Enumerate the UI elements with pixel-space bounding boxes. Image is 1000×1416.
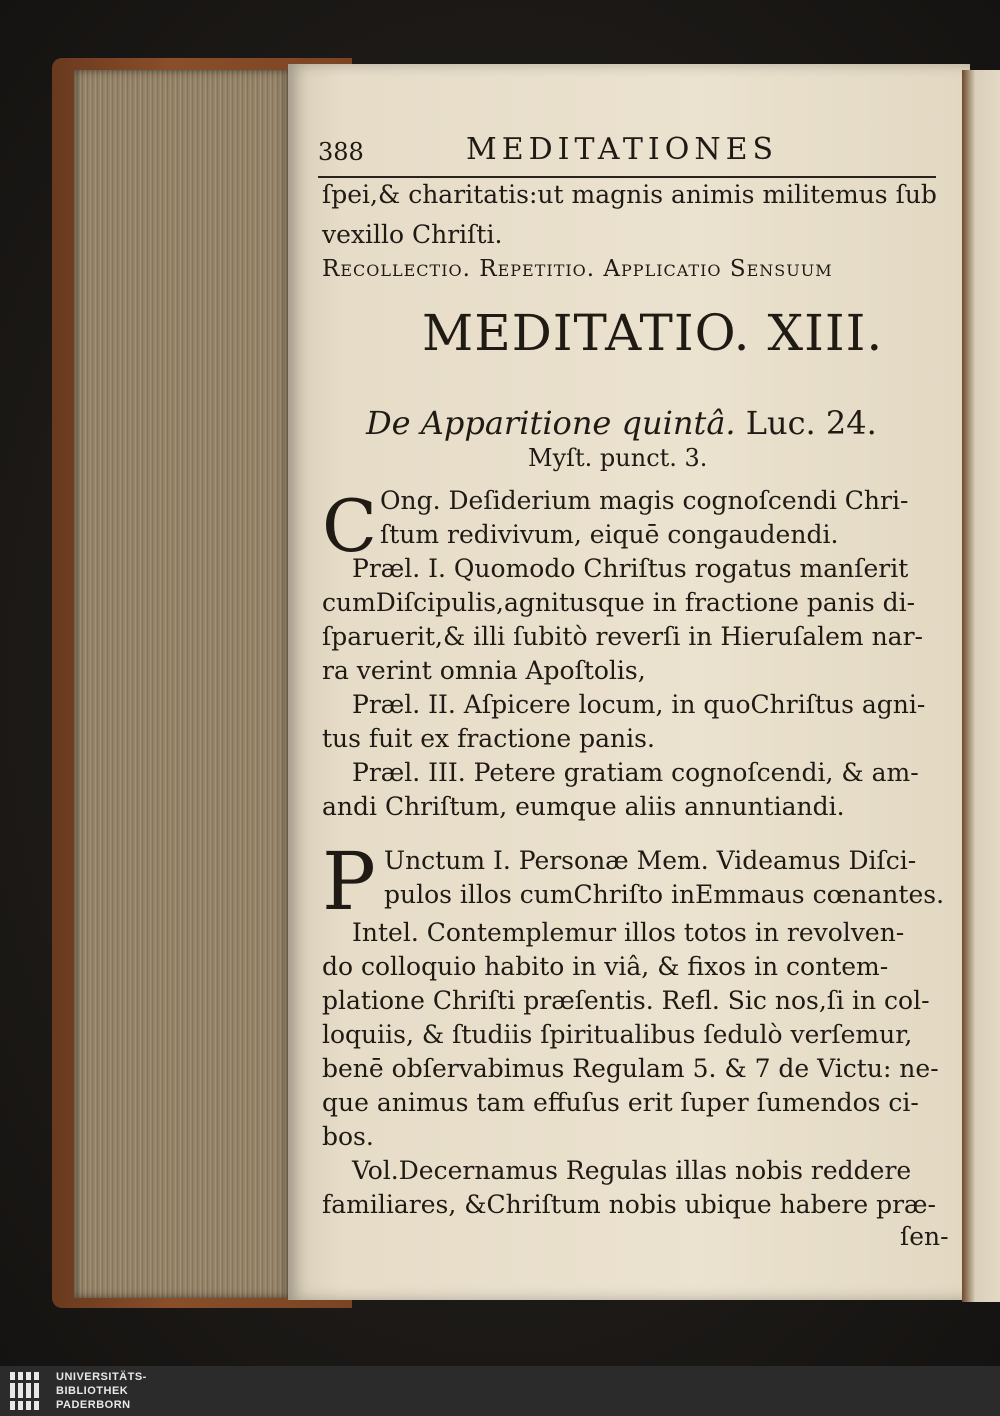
logo-line-2: BIBLIOTHEK xyxy=(56,1385,129,1397)
facing-page-edge xyxy=(962,70,1000,1302)
text-line: Intel. Contemplemur illos totos in revolven- xyxy=(352,918,905,947)
text-line: ſpei,& charitatis:ut magnis animis militemus ſub xyxy=(322,180,937,209)
text-line: ſtum redivivum, eiquē congaudendi. xyxy=(380,520,839,549)
catchword: ſen- xyxy=(900,1222,949,1251)
section-summary: Recollectio. Repetitio. Applicatio Sensuum xyxy=(322,256,833,282)
text-line: ra verint omnia Apoſtolis, xyxy=(322,656,646,685)
text-line: Unctum I. Personæ Mem. Videamus Diſci- xyxy=(384,846,917,875)
book-fore-edge xyxy=(74,70,292,1298)
footer-bar xyxy=(0,1366,1000,1416)
text-line: benē obſervabimus Regulam 5. & 7 de Victu: ne- xyxy=(322,1054,939,1083)
running-title: MEDITATIONES xyxy=(466,132,779,167)
text-line: Præl. I. Quomodo Chriſtus rogatus manſerit xyxy=(352,554,909,583)
subtitle-reference: Luc. 24. xyxy=(745,404,877,442)
text-line: bos. xyxy=(322,1122,374,1151)
subtitle-italic: De Apparitione quintâ. xyxy=(366,404,736,442)
text-line: familiares, &Chriſtum nobis ubique habere præ- xyxy=(322,1190,936,1219)
text-line: Ong. Deſiderium magis cognoſcendi Chri- xyxy=(380,486,909,515)
text-line: pulos illos cumChriſto inEmmaus cœnantes. xyxy=(384,880,945,909)
meditation-title: MEDITATIO. XIII. xyxy=(422,304,884,362)
text-line: loquiis, & ſtudiis ſpiritualibus ſedulò verſemur, xyxy=(322,1020,913,1049)
logo-line-1: UNIVERSITÄTS- xyxy=(56,1371,147,1383)
page-number: 388 xyxy=(318,138,364,166)
text-line: platione Chriſti præſentis. Refl. Sic nos,ſi in col- xyxy=(322,986,930,1015)
drop-cap: P xyxy=(322,835,376,928)
drop-cap: C xyxy=(322,484,378,568)
text-line: que animus tam effuſus erit ſuper ſumendos ci- xyxy=(322,1088,919,1117)
text-line: do colloquio habito in viâ, & fixos in contem- xyxy=(322,952,889,981)
meditation-subtitle xyxy=(366,404,877,442)
text-line: andi Chriſtum, eumque aliis annuntiandi. xyxy=(322,792,845,821)
text-line: cumDiſcipulis,agnitusque in fractione panis di- xyxy=(322,588,916,617)
text-line: Præl. II. Aſpicere locum, in quoChriſtus agni- xyxy=(352,690,926,719)
text-line: Præl. III. Petere gratiam cognoſcendi, & am- xyxy=(352,758,919,787)
text-line: Vol.Decernamus Regulas illas nobis reddere xyxy=(352,1156,912,1185)
logo-line-3: PADERBORN xyxy=(56,1399,131,1411)
text-line: ſparuerit,& illi ſubitò reverſi in Hieruſalem nar- xyxy=(322,622,923,651)
text-line: tus fuit ex fractione panis. xyxy=(322,724,655,753)
mysteria-reference: Myſt. punct. 3. xyxy=(528,444,708,472)
header-rule xyxy=(318,176,936,178)
text-line: vexillo Chriſti. xyxy=(322,220,503,249)
library-logo-icon xyxy=(8,1370,48,1412)
